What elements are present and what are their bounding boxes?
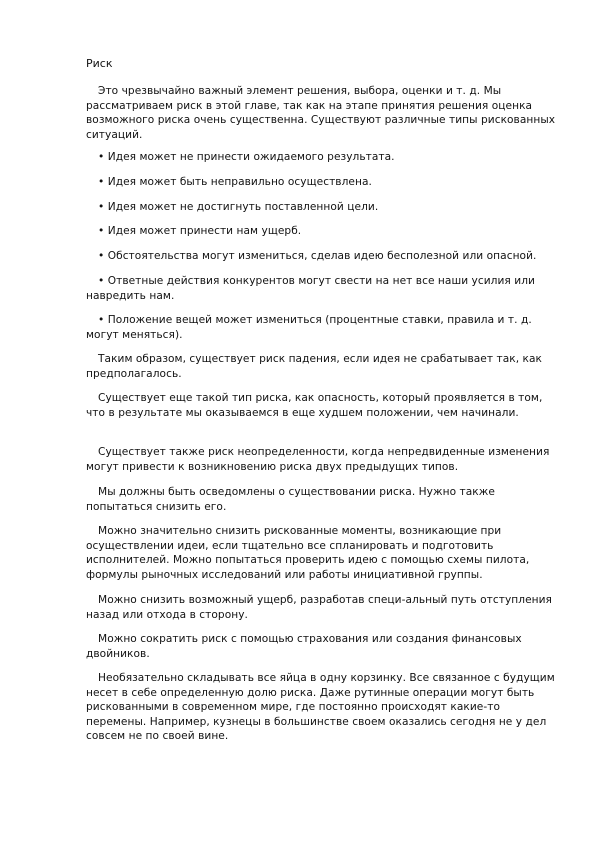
intro-paragraph: Это чрезвычайно важный элемент решения, выбора, оценки и т. д. Мы рассматриваем риск в этой главе, так как на этапе принятия решения оценка возможного риска очень существенна. Существуют различные типы рискованных ситуаций. bbox=[86, 85, 556, 141]
body-paragraph: Существует также риск неопределенности, когда непредвиденные изменения могут привести к возникновению риска двух предыдущих типов. bbox=[86, 446, 550, 473]
bullet-item: • Обстоятельства могут измениться, сделав идею бесполезной или опасной. bbox=[98, 250, 537, 262]
bullet-item: • Идея может не достигнуть поставленной цели. bbox=[98, 201, 379, 213]
bullet-item: • Ответные действия конкурентов могут свести на нет все наши усилия или навредить нам. bbox=[86, 275, 535, 302]
body-paragraph: Мы должны быть осведомлены о существовании риска. Нужно также попытаться снизить его. bbox=[86, 486, 495, 513]
bullet-item: • Идея может быть неправильно осуществлена. bbox=[98, 176, 372, 188]
body-paragraph: Можно сократить риск с помощью страхования или создания финансовых двойников. bbox=[86, 633, 522, 660]
body-paragraph: Можно значительно снизить рискованные моменты, возникающие при осуществлении идеи, если тщательно все спланировать и подготовить исполнителей. Можно попытаться проверить идею с помощью схемы пилота, формулы рыночных исследований или работы инициативной группы. bbox=[86, 525, 530, 581]
document-title: Риск bbox=[86, 57, 113, 70]
body-paragraph: Необязательно складывать все яйца в одну корзинку. Все связанное с будущим несет в себе определенную долю риска. Даже рутинные операции могут быть рискованными в современном мире, где постоянно происходят какие-то перемены. Например, кузнецы в большинстве своем оказались сегодня не у дел совсем не по своей вине. bbox=[86, 672, 555, 743]
bullet-item: • Идея может не принести ожидаемого результата. bbox=[98, 151, 395, 163]
body-paragraph: Можно снизить возможный ущерб, разработав специ-альный путь отступления назад или отхода в сторону. bbox=[86, 594, 552, 621]
bullet-item: • Положение вещей может измениться (процентные ставки, правила и т. д. могут меняться). bbox=[86, 314, 532, 341]
body-paragraph: Таким образом, существует риск падения, если идея не срабатывает так, как предполагалось. bbox=[86, 353, 542, 380]
bullet-item: • Идея может принести нам ущерб. bbox=[98, 225, 302, 237]
body-paragraph: Существует еще такой тип риска, как опасность, который проявляется в том, что в результате мы оказываемся в еще худшем положении, чем начинали. bbox=[86, 392, 543, 419]
